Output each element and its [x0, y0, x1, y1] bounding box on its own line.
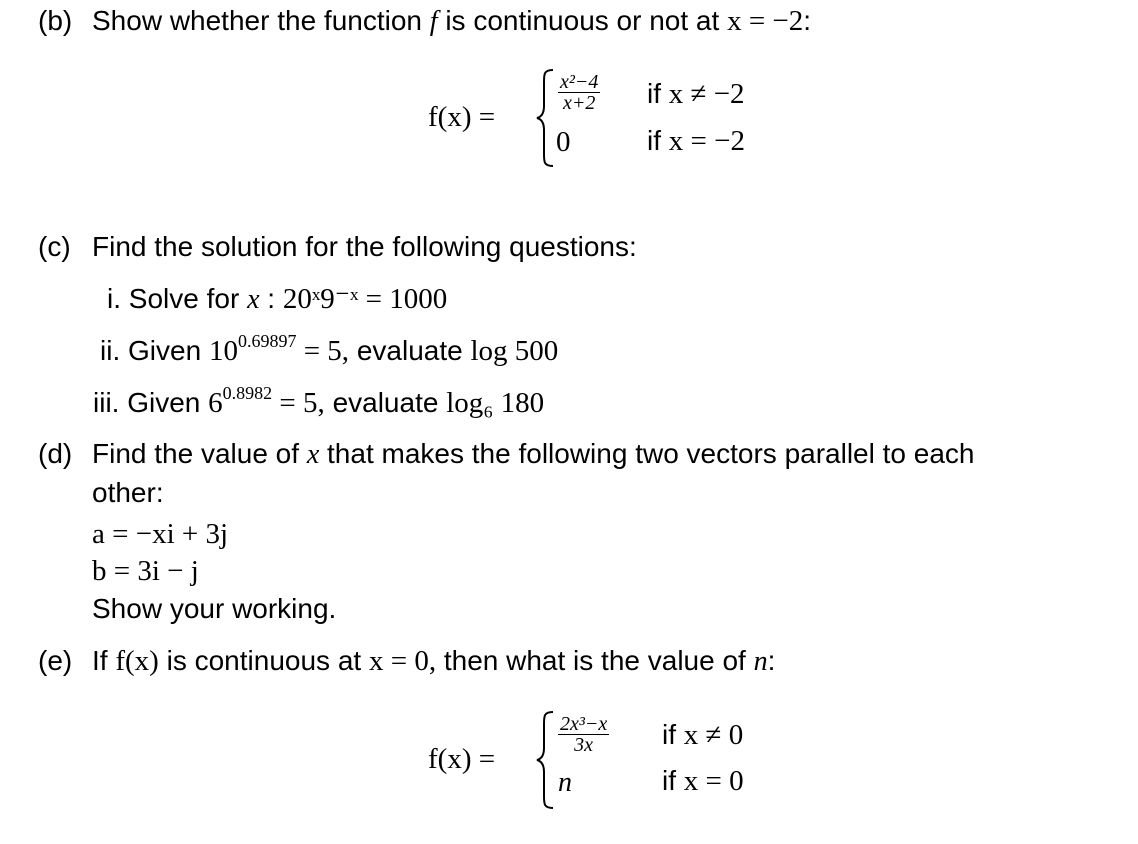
e-cond1: if x ≠ 0: [662, 719, 744, 751]
e-fraction: [558, 714, 609, 758]
d-vector-b: b = 3i − j: [92, 555, 199, 587]
label-b: (b): [38, 5, 73, 36]
label-d: (d): [38, 438, 73, 469]
b-case2: 0: [556, 126, 571, 158]
b-cond1: if x ≠ −2: [647, 78, 745, 110]
b-fx: f(x) =: [428, 101, 496, 133]
e-fx: f(x) =: [428, 743, 496, 775]
b-brace: [535, 68, 557, 168]
b-text2: is continuous or not at: [445, 5, 720, 36]
b-text: Show whether the function: [92, 5, 422, 36]
d-vector-a: a = −xi + 3j: [92, 518, 229, 550]
b-den: x+2: [563, 92, 596, 114]
e-num: 2x³−x: [560, 713, 608, 735]
d-show-working: Show your working.: [92, 593, 337, 624]
d-text3: other:: [92, 477, 164, 508]
b-cond2: if x = −2: [647, 125, 745, 157]
label-e: (e): [38, 645, 73, 676]
e-case2: n: [558, 767, 572, 798]
c-text: Find the solution for the following questions: [92, 231, 629, 262]
label-c: (c): [38, 231, 71, 262]
b-colon: :: [803, 5, 812, 36]
c-item-i: i. Solve for x : 20ˣ9⁻ˣ = 1000: [107, 283, 448, 315]
c-item-iii: iii. Given $6^{0.8982} = 5$, evaluate log₆ 180: [93, 383, 545, 419]
e-cond2: if x = 0: [662, 765, 744, 797]
e-brace: [535, 710, 557, 810]
c-colon: :: [629, 231, 637, 262]
b-eq: x = −2: [727, 5, 804, 37]
e-den: 3x: [574, 734, 594, 756]
b-fraction: [558, 72, 600, 116]
c-item-ii: ii. Given $10^{0.69897} = 5$, evaluate log 500: [100, 331, 559, 367]
b-num: x²−4: [560, 71, 599, 93]
b-f: f: [429, 6, 438, 37]
